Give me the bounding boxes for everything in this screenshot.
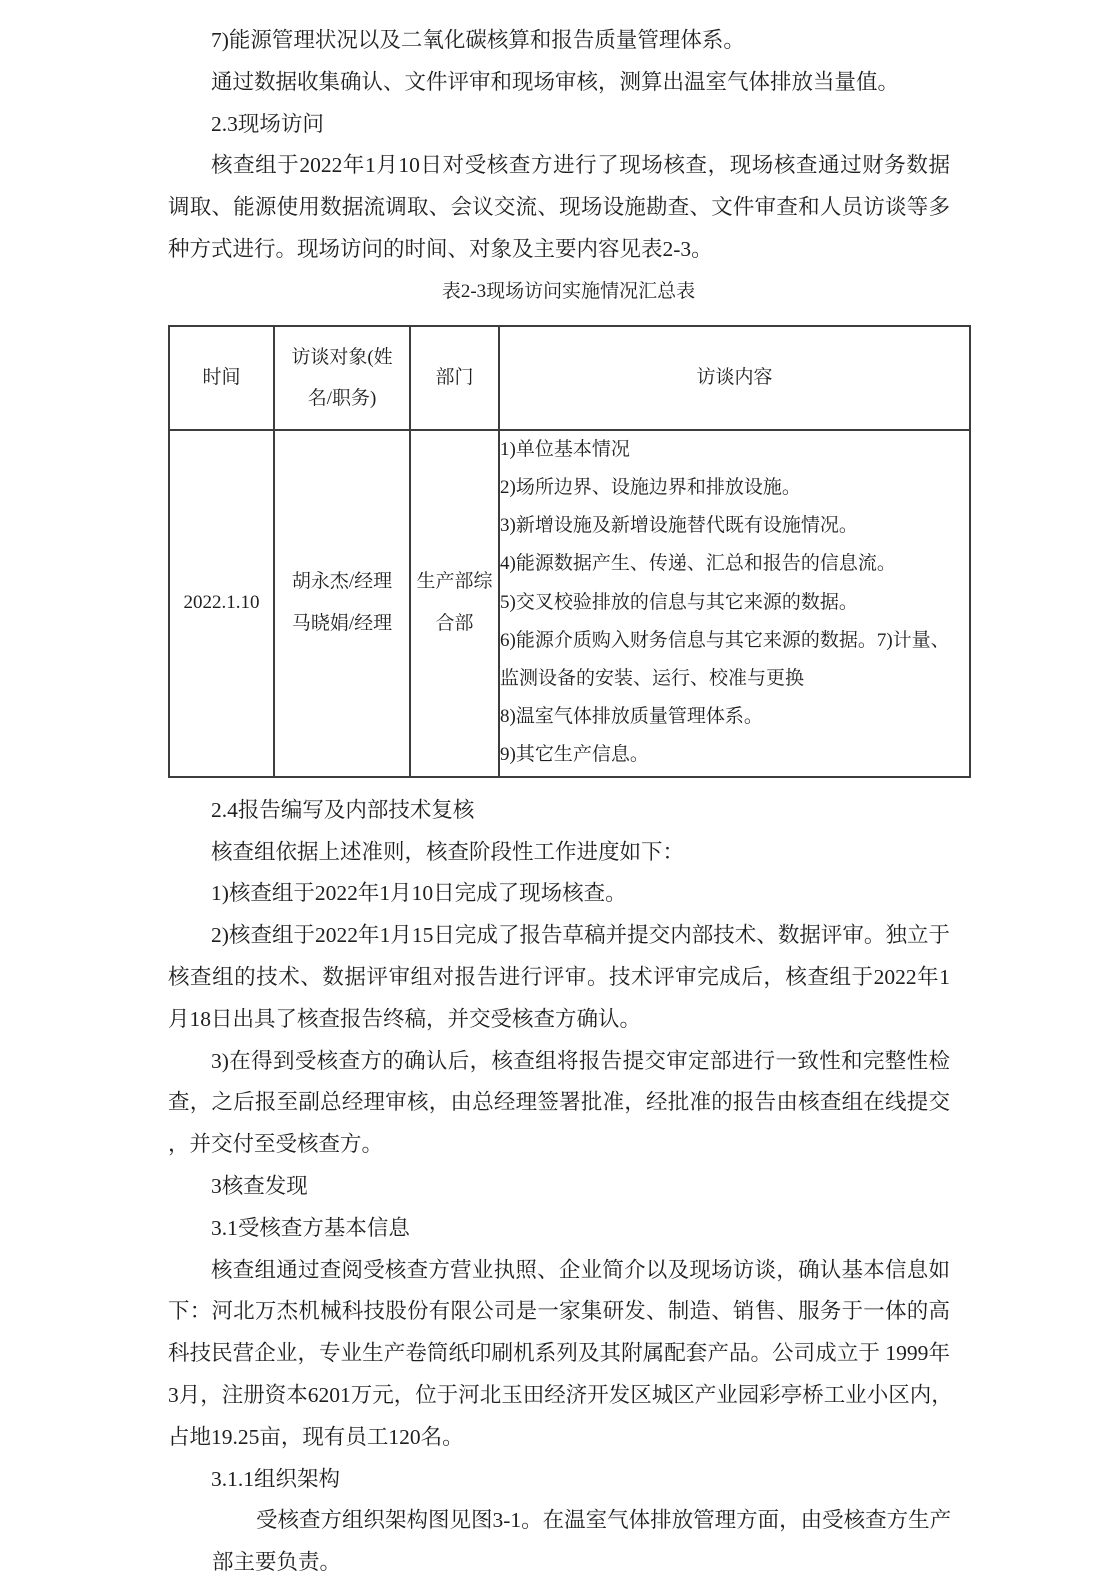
header-department: 部门	[410, 326, 499, 430]
text-line: 3)在得到受核查方的确认后，核查组将报告提交审定部进行一致性和完整性检	[211, 1048, 950, 1073]
paragraph-site-verification	[168, 145, 950, 270]
table-data-row	[169, 430, 970, 777]
text-line: 3)新增设施及新增设施替代既有设施情况。	[500, 515, 858, 537]
text-line: 2.3现场访问	[211, 111, 324, 136]
table-header-row	[169, 326, 970, 430]
heading-2-3-site-visit	[168, 104, 950, 146]
paragraph-progress-intro	[168, 832, 950, 874]
paragraph-energy-management	[168, 20, 950, 62]
cell-department-label: 生产部综合部	[416, 571, 493, 635]
text-line: 8)温室气体排放质量管理体系。	[500, 706, 763, 728]
text-line: 2)核查组于2022年1月15日完成了报告草稿并提交内部技术、数据评审。独立于	[211, 923, 950, 948]
heading-3-1-1-org-structure	[168, 1459, 950, 1501]
text-line: 1)单位基本情况	[500, 438, 630, 460]
header-content: 访谈内容	[499, 326, 970, 430]
text-line: 9)其它生产信息。	[500, 744, 649, 766]
cell-interviewees	[274, 430, 410, 777]
text-line: 下：河北万杰机械科技股份有限公司是一家集研发、制造、销售、服务于一体的高	[168, 1299, 950, 1324]
text-line: 6)能源介质购入财务信息与其它来源的数据。7)计量、	[500, 629, 950, 651]
text-line: 1)核查组于2022年1月10日完成了现场核查。	[211, 881, 627, 906]
paragraph-org-structure	[212, 1500, 950, 1584]
paragraph-company-info	[168, 1250, 953, 1459]
text-line: 核查组通过查阅受核查方营业执照、企业简介以及现场访谈，确认基本信息如	[211, 1257, 950, 1282]
paragraph-progress-2	[168, 915, 950, 1040]
text-line: 4)能源数据产生、传递、汇总和报告的信息流。	[500, 553, 896, 575]
site-visit-table	[168, 325, 971, 778]
heading-3-findings	[168, 1166, 950, 1208]
paragraph-data-collection	[168, 62, 950, 104]
text-line: 种方式进行。现场访问的时间、对象及主要内容见表2-3。	[168, 236, 713, 261]
text-line: 马晓娟/经理	[291, 613, 393, 635]
text-line: 占地19.25亩，现有员工120名。	[168, 1424, 464, 1449]
paragraph-progress-1	[168, 873, 950, 915]
text-line: 3.1受核查方基本信息	[211, 1215, 410, 1240]
text-line: 受核查方组织架构图见图3-1。在温室气体排放管理方面，由受核查方生产	[256, 1508, 952, 1533]
text-line: 2)场所边界、设施边界和排放设施。	[500, 476, 801, 498]
header-interviewee-label: 访谈对象(姓名/职务)	[291, 346, 393, 409]
text-line: 月18日出具了核查报告终稿，并交受核查方确认。	[168, 1006, 642, 1031]
header-interviewee	[274, 326, 410, 430]
text-line: 查，之后报至副总经理审核，由总经理签署批准，经批准的报告由核查组在线提交	[168, 1090, 950, 1115]
text-line: 监测设备的安装、运行、校准与更换	[500, 668, 805, 689]
text-line: 核查组依据上述准则，核查阶段性工作进度如下：	[211, 839, 685, 864]
cell-department	[410, 430, 499, 777]
text-line: 通过数据收集确认、文件评审和现场审核，测算出温室气体排放当量值。	[211, 69, 900, 94]
text-line: 3.1.1组织架构	[211, 1466, 341, 1491]
header-time: 时间	[169, 326, 274, 430]
text-line: 核查组的技术、数据评审组对报告进行评审。技术评审完成后，核查组于2022年1	[168, 964, 950, 989]
text-line: 调取、能源使用数据流调取、会议交流、现场设施勘查、文件审查和人员访谈等多	[168, 195, 950, 220]
heading-3-1-basic-info	[168, 1208, 950, 1250]
text-line: 3月，注册资本6201万元，位于河北玉田经济开发区城区产业园彩亭桥工业小区内，	[168, 1382, 953, 1407]
paragraph-progress-3	[168, 1041, 950, 1166]
text-line: 核查组于2022年1月10日对受核查方进行了现场核查，现场核查通过财务数据	[211, 153, 950, 178]
cell-interview-content	[499, 430, 970, 777]
text-line: 3核查发现	[211, 1173, 308, 1198]
text-line: 部主要负责。	[212, 1550, 342, 1575]
text-line: 科技民营企业，专业生产卷筒纸印刷机系列及其附属配套产品。公司成立于 1999年	[168, 1341, 950, 1366]
cell-time: 2022.1.10	[169, 430, 274, 777]
text-line: 5)交叉校验排放的信息与其它来源的数据。	[500, 591, 858, 613]
text-line: 2.4报告编写及内部技术复核	[211, 797, 475, 822]
heading-2-4-report-writing	[168, 790, 950, 832]
text-line: ，并交付至受核查方。	[168, 1132, 384, 1157]
text-line: 胡永杰/经理	[291, 571, 393, 593]
text-line: 7)能源管理状况以及二氧化碳核算和报告质量管理体系。	[211, 28, 745, 52]
table-caption: 表2-3现场访问实施情况汇总表	[441, 280, 696, 302]
